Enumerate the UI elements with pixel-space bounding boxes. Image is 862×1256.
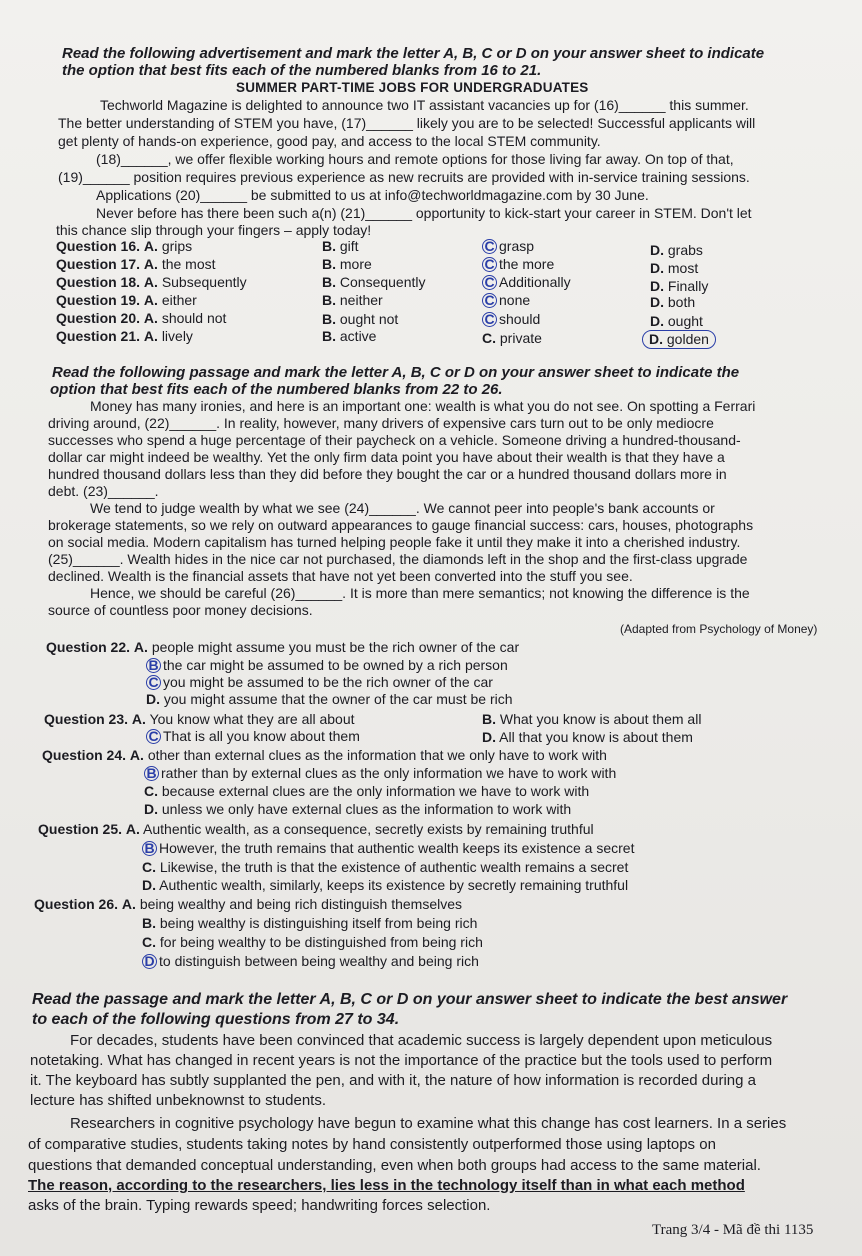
option-23-b[interactable]: B. What you know is about them all [482, 711, 702, 727]
passage-line: dollar car might indeed be wealthy. Yet the only firm data point you have about their wealth is that they have a [48, 449, 725, 465]
option-19-b[interactable]: B. neither [322, 292, 383, 308]
option-22-c[interactable]: C you might be assumed to be the rich owner of the car [146, 674, 493, 691]
passage-line: debt. (23)______. [48, 483, 159, 499]
option-22-d[interactable]: D. you might assume that the owner of the car must be rich [146, 691, 513, 707]
question-23: Question 23. A. You know what they are all about [44, 711, 355, 727]
option-25-b[interactable]: B However, the truth remains that authentic wealth keeps its existence a secret [142, 840, 634, 857]
option-16-c[interactable]: C grasp [482, 238, 534, 255]
passage3-line: lecture has shifted unbeknownst to students. [30, 1092, 327, 1109]
option-18-c[interactable]: C Additionally [482, 274, 571, 291]
section2-instruction-line1: Read the following passage and mark the letter A, B, C or D on your answer sheet to indicate the [52, 364, 740, 381]
option-21-b[interactable]: B. active [322, 328, 377, 344]
option-20-b[interactable]: B. ought not [322, 311, 399, 327]
option-25-d[interactable]: D. Authentic wealth, similarly, keeps its existence by secretly remaining truthful [142, 877, 629, 893]
passage-line: hundred thousand dollars less than they did before they bought the car or a hundred thousand dollars more in [48, 466, 727, 482]
page-footer: Trang 3/4 - Mã đề thi 1135 [652, 1222, 814, 1238]
question-20: Question 20. A. should not [56, 310, 227, 326]
option-17-c[interactable]: C the more [482, 256, 554, 273]
option-20-d[interactable]: D. ought [650, 313, 703, 329]
option-16-d[interactable]: D. grabs [650, 242, 703, 258]
question-22: Question 22. A. people might assume you must be the rich owner of the car [46, 639, 520, 655]
advert-line: Never before has there been such a(n) (21)______ opportunity to kick-start your career in STEM. Don't let [96, 205, 752, 221]
passage3-line: Researchers in cognitive psychology have begun to examine what this change has cost learners. In a series [70, 1115, 787, 1132]
advert-line: Applications (20)______ be submitted to us at info@techworldmagazine.com by 30 June. [96, 187, 649, 203]
option-26-d[interactable]: D to distinguish between being wealthy and being rich [142, 953, 479, 970]
option-16-b[interactable]: B. gift [322, 238, 359, 254]
option-25-c[interactable]: C. Likewise, the truth is that the existence of authentic wealth remains a secret [142, 859, 629, 875]
passage-line: successes who spend a huge percentage of their paycheck on a vehicle. Someone driving a hundred-thousand- [48, 432, 741, 448]
passage-line: driving around, (22)______. In reality, however, many drivers of expensive cars turn out to be only mediocre [48, 415, 714, 431]
option-18-d[interactable]: D. Finally [650, 278, 709, 294]
option-19-d[interactable]: D. both [650, 294, 696, 310]
option-23-d[interactable]: D. All that you know is about them [482, 729, 693, 745]
option-24-c[interactable]: C. because external clues are the only information we have to work with [144, 783, 590, 799]
passage-line: source of countless poor money decisions. [48, 602, 313, 618]
question-21: Question 21. A. lively [56, 328, 193, 344]
option-21-d[interactable]: D. golden [642, 330, 716, 349]
passage-line: on social media. Modern capitalism has turned helping people fake it until they make it into a cherished industry. [48, 534, 741, 550]
question-24: Question 24. A. other than external clues as the information that we only have to work with [42, 747, 607, 763]
section1-instruction-line1: Read the following advertisement and mark the letter A, B, C or D on your answer sheet to indicate [62, 45, 765, 62]
passage3-line: questions that demanded conceptual understanding, even when both groups had access to the same material. [28, 1157, 761, 1174]
section3-instruction-line2: to each of the following questions from 27 to 34. [32, 1011, 400, 1028]
advert-line: (18)______, we offer flexible working hours and remote options for those living far away. On top of that, [96, 151, 734, 167]
section3-instruction-line1: Read the passage and mark the letter A, B, C or D on your answer sheet to indicate the best answer [32, 991, 788, 1008]
advert-line: get plenty of hands-on experience, good pay, and access to the local STEM community. [58, 133, 601, 149]
option-20-c[interactable]: C should [482, 311, 540, 328]
section1-instruction-line2: the option that best fits each of the numbered blanks from 16 to 21. [62, 62, 542, 79]
advert-line: (19)______ position requires previous experience as new recruits are provided with in-service training sessions. [58, 169, 750, 185]
advert-title: SUMMER PART-TIME JOBS FOR UNDERGRADUATES [236, 80, 589, 95]
question-25: Question 25. A. Authentic wealth, as a consequence, secretly exists by remaining truthful [38, 821, 594, 837]
passage-line: brokerage statements, so we rely on outward appearances to gauge financial success: cars, houses, photographs [48, 517, 754, 533]
option-26-c[interactable]: C. for being wealthy to be distinguished from being rich [142, 934, 483, 950]
question-17: Question 17. A. the most [56, 256, 216, 272]
option-18-b[interactable]: B. Consequently [322, 274, 426, 290]
passage3-line: it. The keyboard has subtly supplanted the pen, and with it, the nature of how information is recorded during a [30, 1072, 756, 1089]
option-17-d[interactable]: D. most [650, 260, 699, 276]
advert-line: Techworld Magazine is delighted to announce two IT assistant vacancies up for (16)______ this summer. [100, 97, 749, 113]
question-16: Question 16. A. grips [56, 238, 193, 254]
passage-line: declined. Wealth is the financial assets that have not yet been converted into the stuff you see. [48, 568, 633, 584]
question-18: Question 18. A. Subsequently [56, 274, 247, 290]
option-22-b[interactable]: B the car might be assumed to be owned by a rich person [146, 657, 508, 674]
option-24-b[interactable]: B rather than by external clues as the only information we have to work with [144, 765, 616, 782]
passage3-line: For decades, students have been convinced that academic success is largely dependent upon meticulous [70, 1032, 773, 1049]
advert-line: The better understanding of STEM you have, (17)______ likely you are to be selected! Successful applicants will [58, 115, 756, 131]
passage-line: Hence, we should be careful (26)______. It is more than mere semantics; not knowing the difference is the [90, 585, 750, 601]
option-21-c[interactable]: C. private [482, 330, 542, 346]
question-19: Question 19. A. either [56, 292, 197, 308]
passage-source: (Adapted from Psychology of Money) [620, 622, 818, 636]
option-23-c[interactable]: C That is all you know about them [146, 728, 360, 745]
question-26: Question 26. A. being wealthy and being rich distinguish themselves [34, 896, 463, 912]
section2-instruction-line2: option that best fits each of the numbered blanks from 22 to 26. [50, 381, 503, 398]
passage3-line: of comparative studies, students taking notes by hand consistently outperformed those using laptops on [28, 1136, 716, 1153]
option-26-b[interactable]: B. being wealthy is distinguishing itself from being rich [142, 915, 478, 931]
passage-line: We tend to judge wealth by what we see (24)______. We cannot peer into people's bank accounts or [90, 500, 715, 516]
passage3-underlined-line: The reason, according to the researchers, lies less in the technology itself than in what each method [28, 1177, 745, 1194]
passage-line: (25)______. Wealth hides in the nice car not purchased, the diamonds left in the shop and the first-class upgrade [48, 551, 748, 567]
advert-line: this chance slip through your fingers – apply today! [56, 222, 372, 238]
option-19-c[interactable]: C none [482, 292, 530, 309]
option-24-d[interactable]: D. unless we only have external clues as the information to work with [144, 801, 572, 817]
option-17-b[interactable]: B. more [322, 256, 372, 272]
passage3-line: notetaking. What has changed in recent years is not the importance of the practice but the tools used to perform [30, 1052, 773, 1069]
passage3-line: asks of the brain. Typing rewards speed; handwriting forces selection. [28, 1197, 491, 1214]
passage-line: Money has many ironies, and here is an important one: wealth is what you do not see. On spotting a Ferrari [90, 398, 756, 414]
